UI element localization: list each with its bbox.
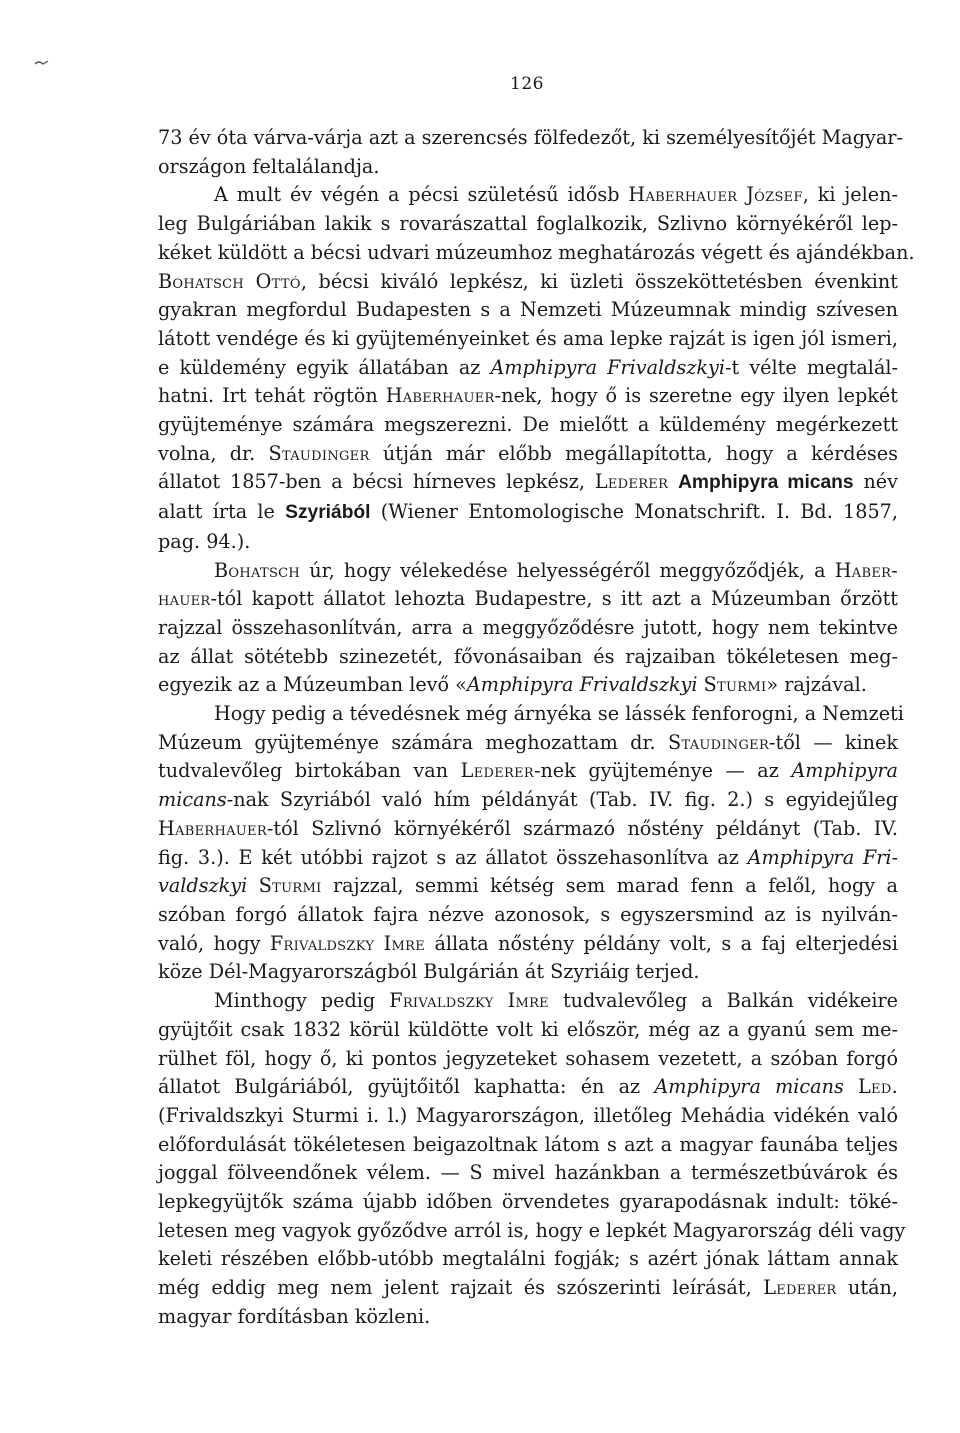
text-segment: Bohatsch [158,269,245,293]
text-segment: (Wiener Entomologische Monatschrift. I. Bd. 1857, [370,500,898,524]
text-line [158,1131,898,1160]
text-line [158,1045,898,1074]
text-segment: országon feltalálandja. [158,154,380,178]
text-segment: után, [836,1276,898,1300]
text-segment: tudvalevőleg a Balkán vidékeire [548,989,898,1013]
text-segment: joggal fölveendőnek vélem. — S mivel hazánkban a természetbúvárok és [158,1161,898,1185]
text-segment: Frivaldszky [389,989,494,1013]
text-line [158,585,898,614]
text-segment: (Frivaldszkyi Sturmi i. l.) Magyarországon, illetőleg Mehádia vidékén való [158,1103,898,1127]
text-segment: A mult év végén a pécsi születésű idősb [214,183,629,207]
text-segment: látott vendége és ki gyüjteményeinket és ama lepke rajzát is igen jól ismeri, [158,326,898,350]
text-line [158,1274,898,1303]
text-segment: Haberhauer [385,384,495,408]
text-line [158,844,898,873]
text-segment: Amphipyra Frivaldszkyi [490,355,726,379]
text-segment: -nek gyüjteménye — az [533,759,792,783]
text-segment: kéket küldött a bécsi udvari múzeumhoz meghatározás végett és ajándékban. [158,240,915,264]
text-segment: Minthogy pedig [214,989,390,1013]
text-line [158,1102,898,1131]
text-line [158,354,898,383]
text-segment: Múzeum gyüjteménye számára meghozattam dr. [158,730,668,754]
text-segment: Amphipyra [791,759,898,783]
text-line [158,901,898,930]
text-segment [494,989,508,1012]
text-line [158,930,898,959]
text-line [158,382,898,411]
text-line [158,440,898,469]
text-segment: Lederer [460,759,534,783]
text-segment: egyezik az a Múzeumban levő « [158,673,467,697]
text-line [158,1303,898,1332]
text-segment: Amphipyra Frivaldszkyi [466,673,698,697]
text-segment: » rajzával. [766,673,867,697]
text-segment: Led. [858,1075,898,1099]
text-line [158,729,898,758]
text-segment: tudvalevőleg birtokában van [158,759,461,783]
text-segment [244,270,256,293]
text-segment: hauer [158,587,211,611]
text-segment: Staudinger [268,441,370,465]
text-segment: gyüjteménye számára megszerezni. De mielőtt a küldemény megérkezett [158,413,898,437]
text-segment: állata nőstény példány volt, s a faj elterjedési [425,931,898,955]
text-segment: Sturmi [258,874,322,898]
text-segment: Lederer [763,1276,837,1300]
text-segment: lepkegyüjtők száma újabb időben örvendetes gyarapodásnak indult: töké- [158,1190,898,1214]
text-segment: állatot 1857-ben a bécsi hírneves lepkész, [158,470,595,494]
text-line [158,1159,898,1188]
text-segment: -tól Szlivnó környékéről származó nőstény példányt (Tab. IV. [266,816,898,840]
text-line [158,987,898,1016]
text-segment: gyakran megfordul Budapesten s a Nemzeti Múzeumnak mindig szívesen [158,298,898,322]
text-line [158,528,898,557]
text-line [158,124,903,153]
text-segment: valdszkyi [158,874,248,898]
text-line [158,643,898,672]
text-segment: micans [158,788,227,812]
text-line [158,239,915,268]
text-segment: magyar fordításban közleni. [158,1304,431,1328]
text-line [158,786,898,815]
text-segment: rajzzal összehasonlítván, arra a meggyőződésre jutott, hogy nem tekintve [158,615,898,639]
text-line [158,325,898,354]
text-segment: 73 év óta várva-várja azt a szerencsés fölfedezőt, ki személyesítőjét Magyar- [158,126,903,149]
text-line [158,872,898,901]
text-segment: , ki jelen- [802,183,898,207]
text-line [158,1188,898,1217]
text-segment: állatot Bulgáriából, gyüjtőitől kaphatta: én az [158,1075,655,1099]
page-number: 126 [510,74,544,94]
text-line [158,153,898,182]
text-segment: Amphipyra micans [678,472,854,494]
text-segment: rülhet föl, hogy ő, ki pontos jegyzeteket sohasem vezetett, a szóban forgó [158,1046,898,1070]
text-segment: -tól kapott állatot lehozta Budapestre, s itt azt a Múzeumban őrzött [210,587,898,611]
text-line [158,268,898,297]
text-line [158,614,898,643]
text-segment: , bécsi kiváló lepkész, ki üzleti összeköttetésben évenkint [300,269,898,293]
text-segment: úr, hogy vélekedése helyességéről meggyőződjék, a [300,558,835,582]
text-segment: letesen meg vagyok győződve arról is, hogy e lepkét Magyarország déli vagy [158,1218,906,1242]
text-segment [247,874,258,897]
text-line [158,1016,898,1045]
text-segment: keleti részében előbb-utóbb megtalálni fogják; s azért jónak láttam annak [158,1247,898,1271]
text-line [158,181,898,210]
text-segment: e küldemény egyik állatában az [158,355,491,379]
text-segment: József [746,183,803,207]
text-segment: köze Dél-Magyarországból Bulgárián át Szyriáig terjed. [158,960,700,984]
text-line [158,468,898,498]
text-segment [844,1075,858,1098]
text-line [158,757,898,786]
text-segment: még eddig meg nem jelent rajzait és szószerinti leírását, [158,1276,764,1300]
text-segment: -nak Szyriából való hím példányát (Tab. IV. fig. 2.) s egyidejűleg [226,788,898,812]
text-segment [374,932,383,955]
text-segment: -nek, hogy ő is szeretne egy ilyen lepkét [494,384,898,408]
text-line [158,210,898,239]
text-segment: Amphipyra micans [654,1075,844,1099]
text-segment: volna, dr. [158,441,269,465]
text-line [158,671,898,700]
text-segment: Sturmi [703,673,767,697]
text-line [158,498,898,528]
text-segment: fig. 3.). E két utóbbi rajzot s az állatot összehasonlítva az [158,845,748,869]
text-line [158,411,898,440]
body-text [158,124,915,1332]
text-segment: leg Bulgáriában lakik s rovarászattal foglalkozik, Szlivno környékéről lep- [158,212,898,236]
text-line [158,296,898,325]
text-line [158,815,898,844]
text-segment: -től — kinek [769,730,898,754]
text-segment: Lederer [594,470,669,494]
text-line [158,1073,898,1102]
text-line [158,1217,906,1246]
text-segment: rajzzal, semmi kétség sem marad fenn a felől, hogy a [321,874,898,898]
text-segment: Haber- [834,558,898,582]
text-segment: gyüjtőit csak 1832 körül küldötte volt ki először, még az a gyanú sem me- [158,1017,898,1041]
text-segment: az állat sötétebb szinezetét, fővonásaiban és rajzaiban tökéletesen meg- [158,644,898,668]
text-segment: hatni. Irt tehát rögtön [158,384,386,408]
text-segment: Frivaldszky [269,931,375,955]
text-segment: Imre [507,989,549,1013]
text-segment: Haberhauer [158,816,267,840]
text-segment: Hogy pedig a tévedésnek még árnyéka se lássék fenforogni, a Nemzeti [214,702,904,726]
text-segment: Amphipyra Fri- [747,845,898,869]
text-segment: Ottó [255,269,301,293]
text-segment: előfordulását tökéletesen beigazoltnak látom s azt a magyar faunába teljes [158,1132,898,1156]
corner-mark [34,58,50,68]
text-segment: Szyriából [285,502,371,524]
text-segment [737,183,746,206]
text-segment: szóban forgó állatok fajra nézve azonosok, s egyszersmind az is nyilván- [158,902,898,926]
text-segment [668,470,678,493]
text-line [158,700,904,729]
text-segment: alatt írta le [158,500,286,524]
text-segment: Staudinger [668,730,770,754]
text-segment: pag. 94.). [158,529,251,553]
text-line [158,557,898,586]
text-segment: Bohatsch [214,558,301,582]
text-segment: útján már előbb megállapította, hogy a kérdéses [369,441,898,465]
text-segment: -t vélte megtalál- [725,355,899,379]
text-segment: való, hogy [158,931,270,955]
text-line [158,958,898,987]
text-segment: Imre [383,931,426,955]
text-line [158,1245,898,1274]
text-segment: Haberhauer [628,183,738,207]
text-segment: név [853,470,898,494]
